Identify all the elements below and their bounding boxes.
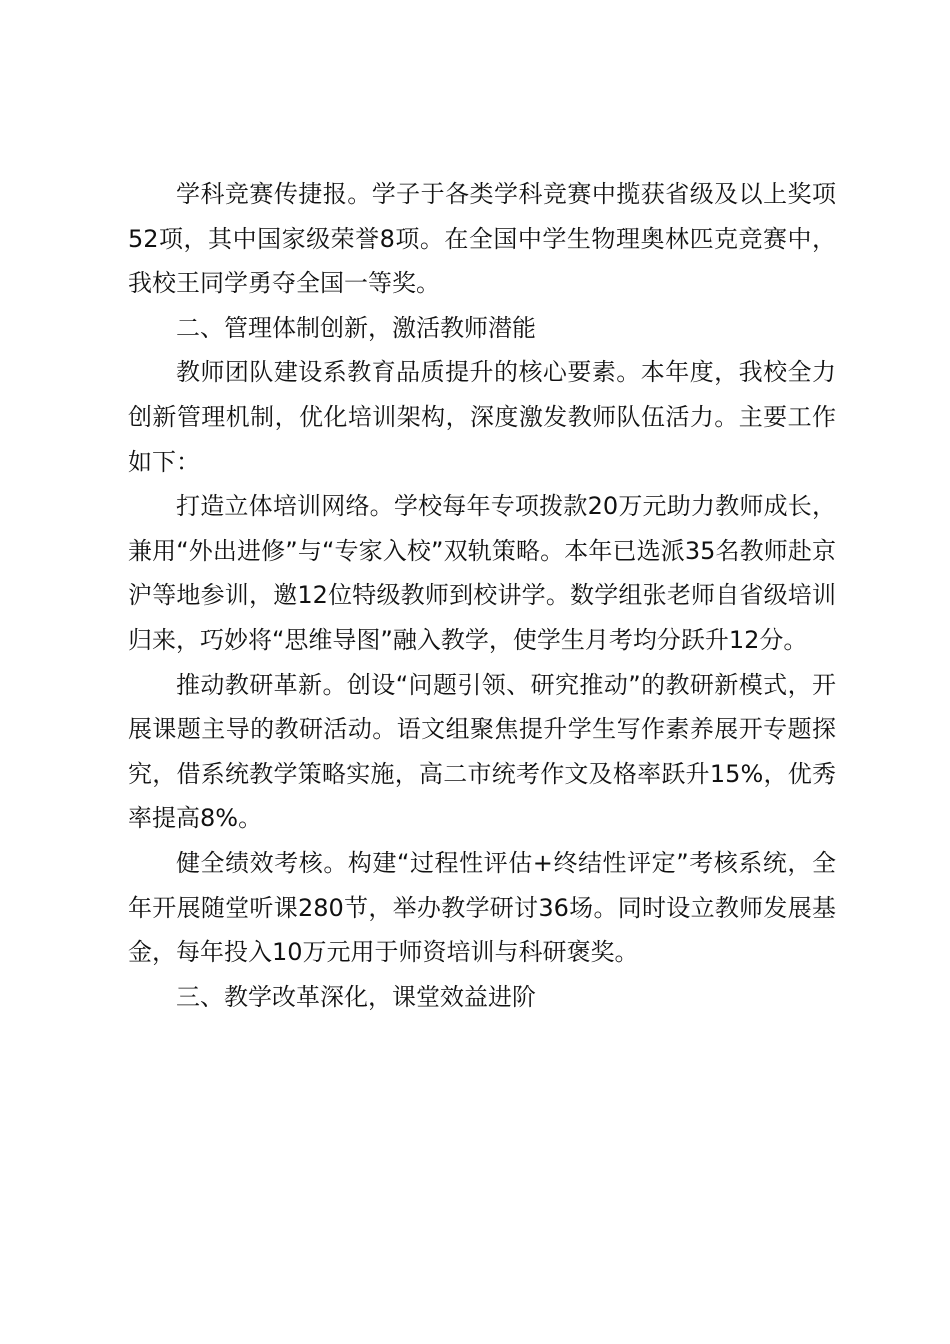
section-heading-management: 二、管理体制创新，激活教师潜能 xyxy=(176,313,536,342)
paragraph-training-network: 打造立体培训网络。学校每年专项拨款20万元助力教师成长，兼用“外出进修”与“专家入校”双轨策略。本年已选派35名教师赴京沪等地参训，邀12位特级教师到校讲学。数学组张老师自省级培训归来，巧妙将“思维导图”融入教学，使学生月考均分跃升12分。 xyxy=(128,492,836,654)
section-heading-teaching-reform: 三、教学改革深化，课堂效益进阶 xyxy=(176,982,536,1011)
document-page xyxy=(128,172,836,1019)
paragraph-performance-assessment: 健全绩效考核。构建“过程性评估+终结性评定”考核系统，全年开展随堂听课280节，举办教学研讨36场。同时设立教师发展基金，每年投入10万元用于师资培训与科研褒奖。 xyxy=(128,848,836,967)
paragraph-competition-awards: 学科竞赛传捷报。学子于各类学科竞赛中揽获省级及以上奖项52项，其中国家级荣誉8项。在全国中学生物理奥林匹克竞赛中，我校王同学勇夺全国一等奖。 xyxy=(128,180,836,298)
paragraph-research-reform: 推动教研革新。创设“问题引领、研究推动”的教研新模式，开展课题主导的教研活动。语文组聚焦提升学生写作素养展开专题探究，借系统教学策略实施，高二市统考作文及格率跃升15%，优秀率提高8%。 xyxy=(128,670,836,833)
paragraph-teacher-team: 教师团队建设系教育品质提升的核心要素。本年度，我校全力创新管理机制，优化培训架构，深度激发教师队伍活力。主要工作如下： xyxy=(128,358,836,476)
